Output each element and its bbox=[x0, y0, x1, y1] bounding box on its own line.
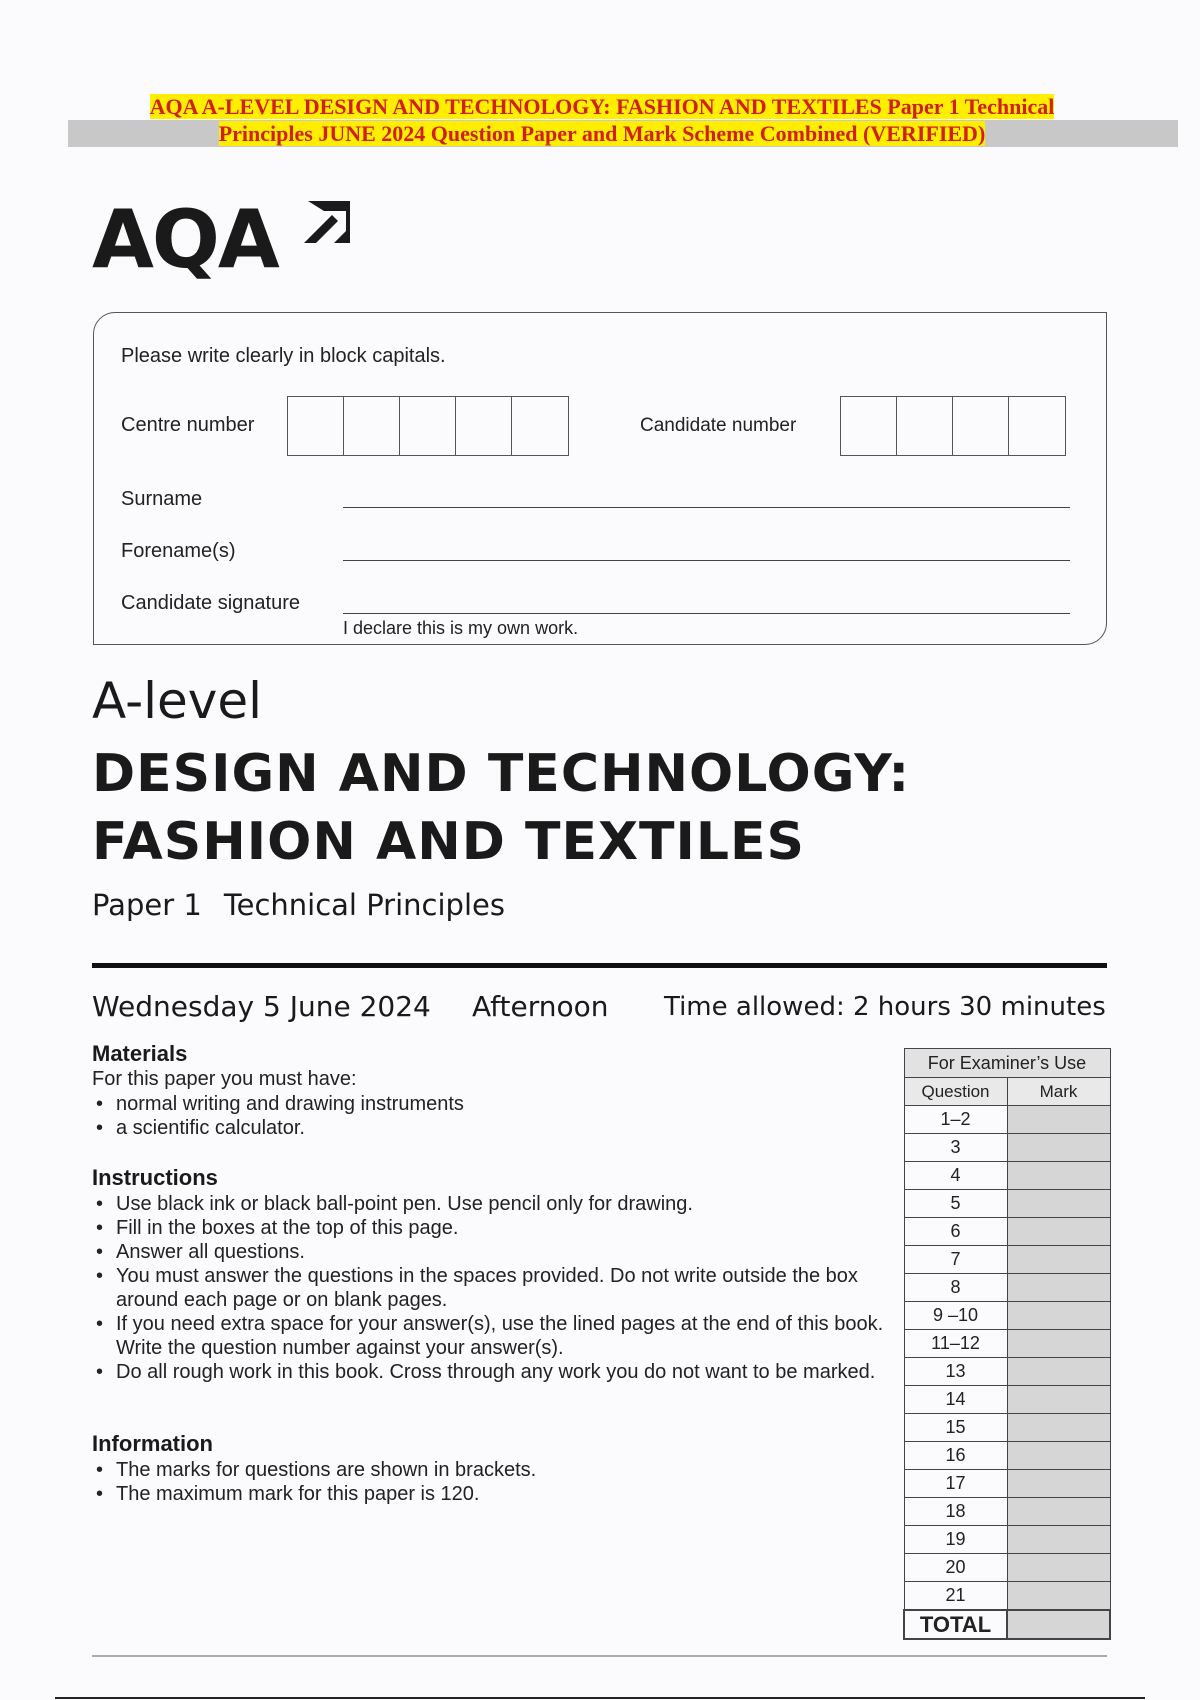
list-item: • Use black ink or black ball-point pen. Use pencil only for drawing. bbox=[92, 1192, 892, 1216]
paper-title bbox=[92, 888, 505, 922]
signature-field[interactable] bbox=[343, 613, 1070, 614]
question-cell: 7 bbox=[904, 1246, 1007, 1274]
candidate-digit-box[interactable] bbox=[1009, 397, 1065, 455]
mark-column-header: Mark bbox=[1007, 1078, 1110, 1106]
title-divider bbox=[92, 963, 1107, 968]
total-row bbox=[904, 1610, 1110, 1639]
question-cell: 20 bbox=[904, 1554, 1007, 1582]
mark-cell[interactable] bbox=[1007, 1246, 1110, 1274]
examiners-rows bbox=[904, 1106, 1110, 1640]
centre-digit-box[interactable] bbox=[400, 397, 456, 455]
paper-number: Paper 1 bbox=[92, 888, 202, 922]
candidate-number-boxes bbox=[840, 396, 1066, 456]
mark-cell[interactable] bbox=[1007, 1498, 1110, 1526]
subject-line-2: FASHION AND TEXTILES bbox=[92, 812, 805, 872]
question-cell: 5 bbox=[904, 1190, 1007, 1218]
list-item: • If you need extra space for your answer(s), use the lined pages at the end of this book. Write the question number against your answer(s). bbox=[92, 1312, 892, 1360]
table-row bbox=[904, 1386, 1110, 1414]
table-row bbox=[904, 1190, 1110, 1218]
instructions-heading: Instructions bbox=[92, 1165, 218, 1190]
paper-name: Technical Principles bbox=[223, 888, 505, 922]
question-cell: 15 bbox=[904, 1414, 1007, 1442]
declaration-text: I declare this is my own work. bbox=[343, 618, 579, 638]
table-row bbox=[904, 1218, 1110, 1246]
exam-date: Wednesday 5 June 2024 bbox=[92, 990, 431, 1023]
table-row bbox=[904, 1274, 1110, 1302]
qualification-level: A-level bbox=[92, 672, 263, 730]
total-mark-cell[interactable] bbox=[1007, 1610, 1110, 1639]
question-cell: 4 bbox=[904, 1162, 1007, 1190]
table-row bbox=[904, 1470, 1110, 1498]
table-row bbox=[904, 1554, 1110, 1582]
table-row bbox=[904, 1526, 1110, 1554]
mark-cell[interactable] bbox=[1007, 1162, 1110, 1190]
exam-session: Afternoon bbox=[472, 990, 609, 1023]
table-row bbox=[904, 1498, 1110, 1526]
table-row bbox=[904, 1302, 1110, 1330]
table-row bbox=[904, 1358, 1110, 1386]
time-allowed: Time allowed: 2 hours 30 minutes bbox=[664, 992, 1106, 1022]
centre-digit-box[interactable] bbox=[512, 397, 568, 455]
list-item: • The maximum mark for this paper is 120. bbox=[92, 1482, 536, 1506]
list-item: • Fill in the boxes at the top of this page. bbox=[92, 1216, 892, 1240]
question-cell: 18 bbox=[904, 1498, 1007, 1526]
surname-label: Surname bbox=[121, 488, 203, 510]
list-item: • a scientific calculator. bbox=[92, 1116, 464, 1140]
information-heading: Information bbox=[92, 1431, 213, 1456]
question-cell: 13 bbox=[904, 1358, 1007, 1386]
candidate-digit-box[interactable] bbox=[897, 397, 953, 455]
table-row bbox=[904, 1442, 1110, 1470]
mark-cell[interactable] bbox=[1007, 1134, 1110, 1162]
surname-field[interactable] bbox=[343, 507, 1070, 508]
list-item: • The marks for questions are shown in brackets. bbox=[92, 1458, 536, 1482]
aqa-logo: AQA bbox=[92, 193, 278, 286]
page-bottom-rule bbox=[92, 1655, 1107, 1657]
information-list bbox=[92, 1458, 536, 1506]
forename-label: Forename(s) bbox=[121, 540, 236, 562]
mark-cell[interactable] bbox=[1007, 1358, 1110, 1386]
question-cell: 1–2 bbox=[904, 1106, 1007, 1134]
document-banner bbox=[92, 93, 1112, 147]
mark-cell[interactable] bbox=[1007, 1386, 1110, 1414]
materials-intro: For this paper you must have: bbox=[92, 1068, 357, 1090]
candidate-digit-box[interactable] bbox=[841, 397, 897, 455]
question-cell: 19 bbox=[904, 1526, 1007, 1554]
examiners-use-title: For Examiner’s Use bbox=[904, 1049, 1110, 1078]
materials-list bbox=[92, 1092, 464, 1140]
table-row bbox=[904, 1330, 1110, 1358]
table-row bbox=[904, 1414, 1110, 1442]
question-cell: 3 bbox=[904, 1134, 1007, 1162]
table-row bbox=[904, 1162, 1110, 1190]
subject-line-1: DESIGN AND TECHNOLOGY: bbox=[92, 744, 911, 804]
candidate-number-label: Candidate number bbox=[640, 415, 797, 436]
question-column-header: Question bbox=[904, 1078, 1007, 1106]
subject-title bbox=[92, 740, 1102, 876]
total-label: TOTAL bbox=[904, 1610, 1007, 1639]
block-capitals-instruction: Please write clearly in block capitals. bbox=[121, 345, 446, 367]
mark-cell[interactable] bbox=[1007, 1442, 1110, 1470]
mark-cell[interactable] bbox=[1007, 1470, 1110, 1498]
signature-label: Candidate signature bbox=[121, 592, 301, 614]
question-cell: 9 –10 bbox=[904, 1302, 1007, 1330]
centre-digit-box[interactable] bbox=[288, 397, 344, 455]
mark-cell[interactable] bbox=[1007, 1582, 1110, 1611]
mark-cell[interactable] bbox=[1007, 1526, 1110, 1554]
list-item: • Answer all questions. bbox=[92, 1240, 892, 1264]
mark-cell[interactable] bbox=[1007, 1302, 1110, 1330]
forename-field[interactable] bbox=[343, 560, 1070, 561]
mark-cell[interactable] bbox=[1007, 1274, 1110, 1302]
question-cell: 6 bbox=[904, 1218, 1007, 1246]
question-cell: 17 bbox=[904, 1470, 1007, 1498]
list-item: • normal writing and drawing instruments bbox=[92, 1092, 464, 1116]
table-row bbox=[904, 1582, 1110, 1611]
question-cell: 21 bbox=[904, 1582, 1007, 1611]
mark-cell[interactable] bbox=[1007, 1190, 1110, 1218]
centre-number-label: Centre number bbox=[121, 414, 255, 436]
candidate-digit-box[interactable] bbox=[953, 397, 1009, 455]
question-cell: 11–12 bbox=[904, 1330, 1007, 1358]
table-row bbox=[904, 1246, 1110, 1274]
list-item: • Do all rough work in this book. Cross through any work you do not want to be marked. bbox=[92, 1360, 892, 1384]
mark-cell[interactable] bbox=[1007, 1106, 1110, 1134]
aqa-logo-mark-icon bbox=[300, 197, 354, 253]
materials-heading: Materials bbox=[92, 1041, 188, 1066]
list-item: • You must answer the questions in the spaces provided. Do not write outside the box around each page or on blank pages. bbox=[92, 1264, 892, 1312]
centre-number-boxes bbox=[287, 396, 569, 456]
examiners-use-table bbox=[903, 1048, 1111, 1640]
question-cell: 8 bbox=[904, 1274, 1007, 1302]
table-row bbox=[904, 1134, 1110, 1162]
centre-digit-box[interactable] bbox=[456, 397, 512, 455]
mark-cell[interactable] bbox=[1007, 1218, 1110, 1246]
question-cell: 14 bbox=[904, 1386, 1007, 1414]
mark-cell[interactable] bbox=[1007, 1330, 1110, 1358]
footer-rule bbox=[55, 1697, 1145, 1699]
banner-line-1: AQA A-LEVEL DESIGN AND TECHNOLOGY: FASHION AND TEXTILES Paper 1 Technical bbox=[149, 94, 1055, 119]
mark-cell[interactable] bbox=[1007, 1414, 1110, 1442]
instructions-list bbox=[92, 1192, 892, 1384]
banner-line-2: Principles JUNE 2024 Question Paper and Mark Scheme Combined (VERIFIED) bbox=[218, 121, 986, 146]
centre-digit-box[interactable] bbox=[344, 397, 400, 455]
question-cell: 16 bbox=[904, 1442, 1007, 1470]
table-row bbox=[904, 1106, 1110, 1134]
mark-cell[interactable] bbox=[1007, 1554, 1110, 1582]
